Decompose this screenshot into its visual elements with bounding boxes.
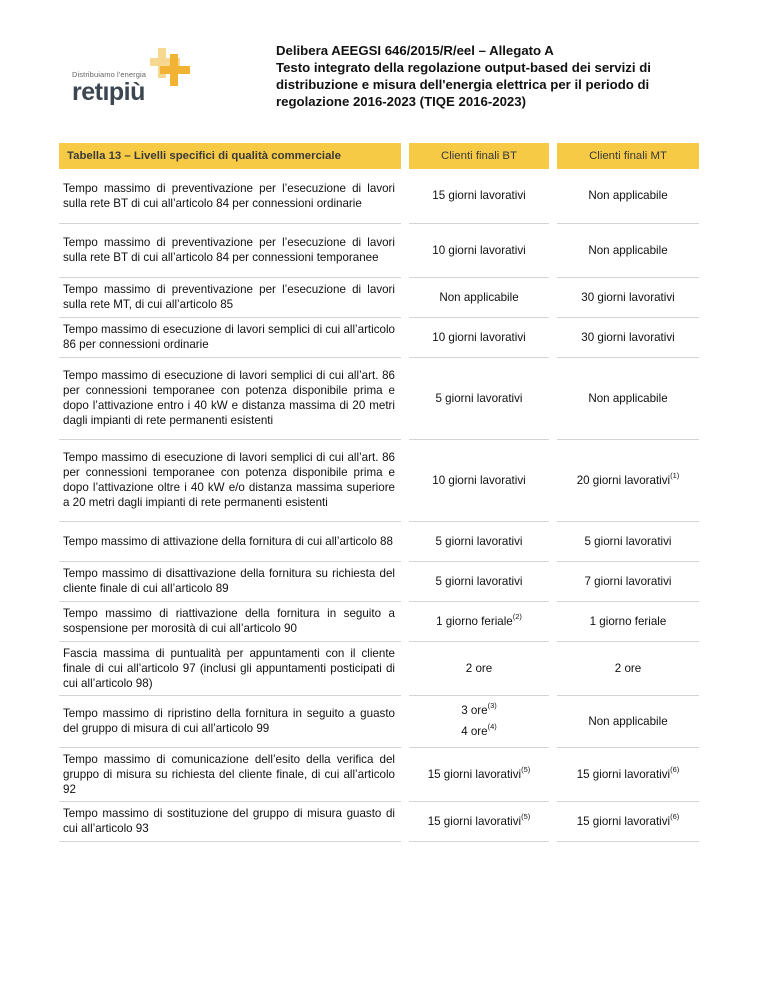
table-row (59, 801, 699, 841)
cell-mt (557, 169, 699, 223)
cell-bt (409, 277, 549, 317)
cell-mt (557, 747, 699, 801)
mt-value: 2 ore (614, 661, 642, 675)
header-line: distribuzione e misura dell'energia elettrica per il periodo di (276, 77, 650, 92)
cell-mt (557, 357, 699, 439)
cell-mt (557, 521, 699, 561)
bt-value: 1 giorno feriale (436, 614, 513, 628)
cell-bt (409, 601, 549, 641)
cell-bt (409, 317, 549, 357)
table-header-row (59, 143, 699, 169)
row-description: Tempo massimo di preventivazione per l’esecuzione di lavori sulla rete BT di cui all’articolo 84 per connessioni ordinarie (59, 169, 401, 223)
company-logo (72, 48, 192, 108)
table-row (59, 747, 699, 801)
bt-value: Non applicabile (439, 290, 519, 304)
mt-value: 15 giorni lavorativi (576, 814, 671, 828)
bt-value: 5 giorni lavorativi (435, 391, 523, 405)
cell-bt (409, 521, 549, 561)
mt-value: 30 giorni lavorativi (581, 290, 675, 304)
table-row (59, 521, 699, 561)
bt-value-secondary: 4 ore (461, 725, 488, 738)
cell-mt (557, 801, 699, 841)
cell-mt (557, 223, 699, 277)
mt-value: 7 giorni lavorativi (584, 574, 672, 588)
mt-value: 15 giorni lavorativi (576, 767, 671, 781)
cell-mt (557, 561, 699, 601)
mt-value: Non applicabile (588, 243, 668, 257)
bt-value: 15 giorni lavorativi (427, 767, 522, 781)
cell-bt (409, 357, 549, 439)
cell-bt (409, 747, 549, 801)
cell-bt (409, 695, 549, 747)
row-description: Tempo massimo di ripristino della fornitura in seguito a guasto del gruppo di misura di cui all’articolo 99 (59, 695, 401, 747)
bt-value: 10 giorni lavorativi (432, 330, 526, 344)
cell-mt (557, 695, 699, 747)
cell-bt (409, 223, 549, 277)
header-line: regolazione 2016-2023 (TIQE 2016-2023) (276, 94, 526, 109)
mt-value: Non applicabile (588, 714, 668, 728)
bt-footnote: (2) (512, 611, 522, 621)
column-header-mt: Clienti finali MT (557, 143, 699, 169)
row-description: Tempo massimo di riattivazione della fornitura in seguito a sospensione per morosità di cui all’articolo 90 (59, 601, 401, 641)
table-row (59, 561, 699, 601)
table-row (59, 357, 699, 439)
cell-bt (409, 801, 549, 841)
mt-value: 5 giorni lavorativi (584, 534, 672, 548)
row-description: Tempo massimo di sostituzione del gruppo di misura guasto di cui all’articolo 93 (59, 801, 401, 841)
header-line: Delibera AEEGSI 646/2015/R/eel – Allegato A (276, 43, 554, 58)
table-row (59, 601, 699, 641)
bt-value: 3 ore (461, 704, 488, 717)
mt-value: 20 giorni lavorativi (576, 473, 671, 487)
logo-cross-icon (150, 48, 190, 88)
bt-value: 15 giorni lavorativi (432, 189, 526, 203)
bt-value: 5 giorni lavorativi (435, 574, 523, 588)
cell-bt (409, 561, 549, 601)
document-header (276, 42, 696, 110)
row-description: Tempo massimo di esecuzione di lavori semplici di cui all’art. 86 per connessioni temporanee con potenza disponibile prima e dopo l’attivazione oltre i 40 kW e/o distanza massima superiore a 20 metri dagli impianti di rete permanenti esistenti (59, 439, 401, 521)
row-description: Tempo massimo di comunicazione dell’esito della verifica del gruppo di misura su richiesta del cliente finale, di cui all’articolo 92 (59, 747, 401, 801)
cell-mt (557, 317, 699, 357)
mt-value: Non applicabile (588, 189, 668, 203)
cell-bt (409, 641, 549, 695)
table-row (59, 695, 699, 747)
row-description: Tempo massimo di esecuzione di lavori semplici di cui all’art. 86 per connessioni temporanee con potenza disponibile prima e dopo l’attivazione entro i 40 kW e distanza massima di 20 metri dagli impianti di rete permanenti esistenti (59, 357, 401, 439)
logo-tagline: Distribuiamo l'energia (72, 70, 147, 79)
mt-footnote: (1) (670, 470, 680, 480)
table-row (59, 641, 699, 695)
row-description: Fascia massima di puntualità per appuntamenti con il cliente finale di cui all’articolo 97 (inclusi gli appuntamenti posticipati di cui all’articolo 98) (59, 641, 401, 695)
row-description: Tempo massimo di esecuzione di lavori semplici di cui all’articolo 86 per connessioni ordinarie (59, 317, 401, 357)
column-header-bt: Clienti finali BT (409, 143, 549, 169)
cell-mt (557, 641, 699, 695)
bt-value: 2 ore (465, 661, 493, 675)
row-description: Tempo massimo di preventivazione per l’esecuzione di lavori sulla rete BT di cui all’articolo 84 per connessioni temporanee (59, 223, 401, 277)
row-description: Tempo massimo di disattivazione della fornitura su richiesta del cliente finale di cui all’articolo 89 (59, 561, 401, 601)
column-header-description: Tabella 13 – Livelli specifici di qualità commerciale (59, 143, 401, 169)
table-row (59, 317, 699, 357)
quality-levels-table (59, 143, 699, 842)
table-row (59, 223, 699, 277)
row-description: Tempo massimo di attivazione della fornitura di cui all’articolo 88 (59, 521, 401, 561)
logo-wordmark: retıpiù (72, 78, 145, 106)
bt-value: 15 giorni lavorativi (427, 814, 522, 828)
cell-bt (409, 169, 549, 223)
table-row (59, 439, 699, 521)
row-description: Tempo massimo di preventivazione per l’esecuzione di lavori sulla rete MT, di cui all’articolo 85 (59, 277, 401, 317)
mt-value: 30 giorni lavorativi (581, 330, 675, 344)
bt-footnote: (5) (521, 764, 531, 774)
mt-footnote: (6) (670, 811, 680, 821)
table-row (59, 277, 699, 317)
cell-mt (557, 277, 699, 317)
mt-value: 1 giorno feriale (589, 614, 667, 628)
bt-footnote-secondary: (4) (487, 722, 497, 732)
cell-bt (409, 439, 549, 521)
cell-mt (557, 601, 699, 641)
table-body (59, 169, 699, 841)
cell-mt (557, 439, 699, 521)
mt-value: Non applicabile (588, 391, 668, 405)
header-line: Testo integrato della regolazione output-based dei servizi di (276, 60, 651, 75)
table-row (59, 169, 699, 223)
bt-value: 10 giorni lavorativi (432, 473, 526, 487)
bt-value: 10 giorni lavorativi (432, 243, 526, 257)
mt-footnote: (6) (670, 764, 680, 774)
bt-footnote: (5) (521, 811, 531, 821)
bt-value: 5 giorni lavorativi (435, 534, 523, 548)
bt-footnote: (3) (487, 701, 497, 711)
